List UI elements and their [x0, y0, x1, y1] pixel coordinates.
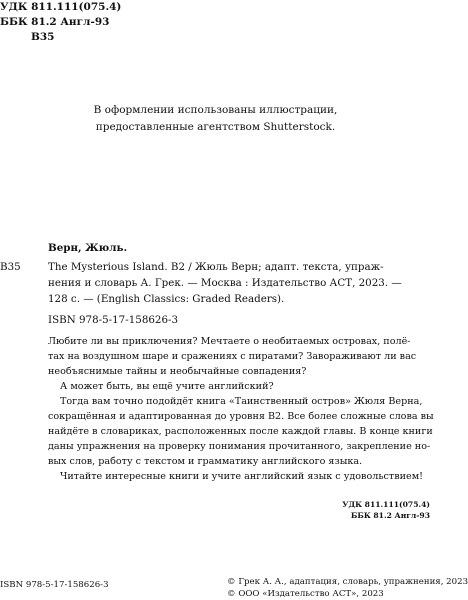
annotation-line: Читайте интересные книги и учите английский язык с удовольствием! — [60, 471, 424, 482]
copyright-author: © Грек А. А., адаптация, словарь, упражнения, 2023 — [227, 577, 468, 587]
author-mark: В35 — [31, 31, 55, 43]
annotation-line: Тогда вам точно подойдёт книга «Таинственный остров» Жюля Верна, — [60, 396, 423, 407]
classification-bbk: ББК 81.2 Англ-93 — [350, 511, 430, 520]
bbk-code: ББК 81.2 Англ-93 — [0, 16, 110, 28]
footer-isbn: ISBN 978-5-17-158626-3 — [0, 580, 109, 590]
annotation-line: А может быть, вы ещё учите английский? — [60, 381, 274, 392]
credit-line: В оформлении использованы иллюстрации, — [93, 104, 338, 116]
udk-code: УДК 811.111(075.4) — [0, 1, 122, 13]
citation-isbn: ISBN 978-5-17-158626-3 — [48, 314, 179, 326]
annotation-line: даны упражнения на проверку понимания прочитанного, закрепление но- — [48, 441, 431, 452]
annotation-line: тах на воздушном шаре и сражениях с пиратами? Завораживают ли вас — [48, 351, 417, 362]
citation-code: В35 — [0, 261, 21, 273]
illustration-credit — [0, 102, 431, 135]
citation-line: 128 с. — (English Classics: Graded Readers). — [48, 293, 285, 305]
citation-line: The Mysterious Island. B2 / Жюль Верн; адапт. текста, упраж- — [48, 261, 384, 273]
citation-author: Верн, Жюль. — [48, 242, 128, 254]
annotation-line: вых слов, работу с текстом и грамматику английского языка. — [48, 456, 363, 467]
annotation-line: найдёте в словариках, расположенных после каждой главы. В конце книги — [48, 426, 433, 437]
annotation-line: сокращённая и адаптированная до уровня B2. Все более сложные слова вы — [48, 411, 434, 422]
annotation-line: необъяснимые тайны и необычайные совпадения? — [48, 366, 307, 377]
copyright-publisher: © ООО «Издательство АСТ», 2023 — [227, 589, 384, 599]
classification-udk: УДК 811.111(075.4) — [342, 500, 430, 509]
credit-line: предоставленные агентством Shutterstock. — [95, 120, 336, 133]
citation-line: нения и словарь А. Грек. — Москва : Издательство АСТ, 2023. — — [48, 277, 402, 289]
annotation-line: Любите ли вы приключения? Мечтаете о необитаемых островах, полё- — [48, 336, 411, 347]
